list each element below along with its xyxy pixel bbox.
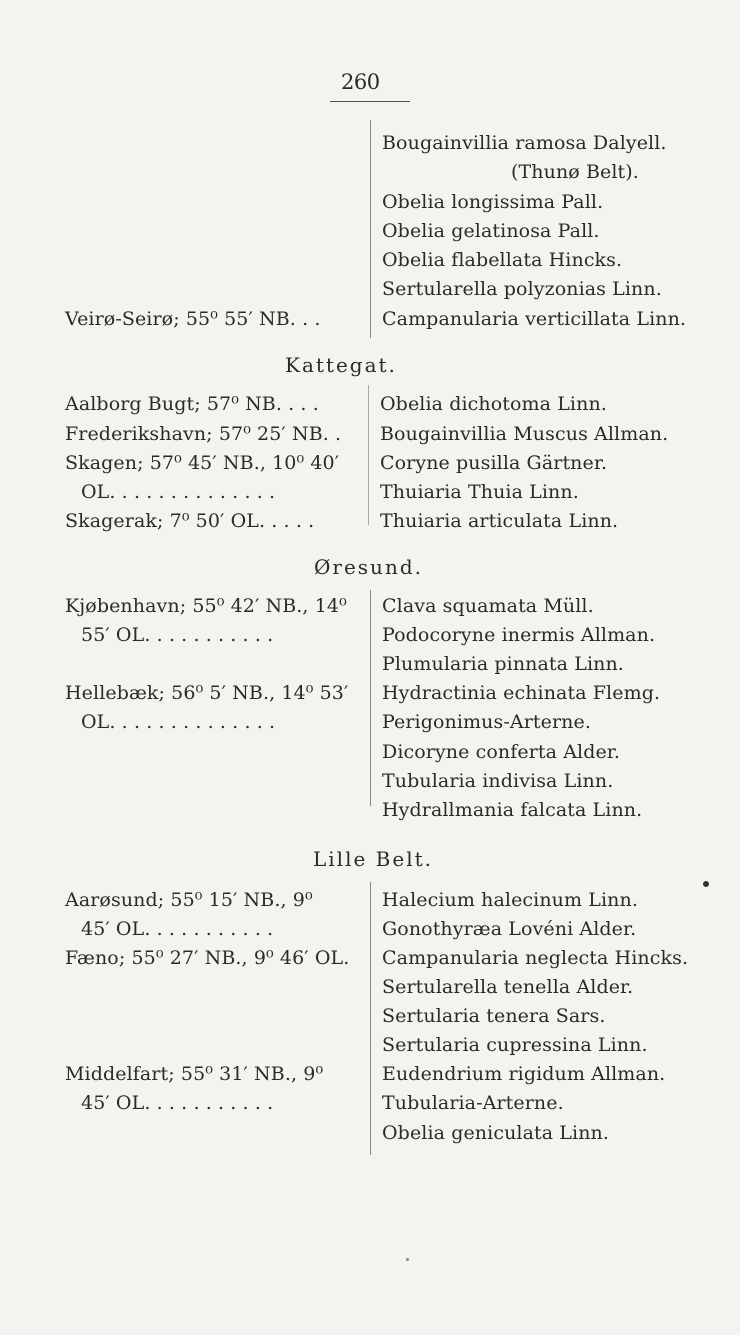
species-line: Thuiaria Thuia Linn.	[380, 481, 579, 503]
species-line: Obelia gelatinosa Pall.	[382, 220, 600, 242]
species-line: Bougainvillia ramosa Dalyell.	[382, 132, 667, 154]
species-line: Bougainvillia Muscus Allman.	[380, 423, 669, 445]
species-line: Halecium halecinum Linn.	[382, 889, 638, 911]
species-line: Thuiaria articulata Linn.	[380, 510, 619, 532]
location-line: 45′ OL. . . . . . . . . . .	[81, 918, 274, 940]
species-line: Sertularella polyzonias Linn.	[382, 278, 662, 300]
location-line: Skagerak; 7⁰ 50′ OL. . . . .	[65, 510, 315, 532]
location-line: Hellebæk; 56⁰ 5′ NB., 14⁰ 53′	[65, 682, 349, 704]
location-line: Aarøsund; 55⁰ 15′ NB., 9⁰	[65, 889, 313, 911]
species-line: Campanularia neglecta Hincks.	[382, 947, 689, 969]
species-line: Campanularia verticillata Linn.	[382, 308, 687, 330]
location-line: 45′ OL. . . . . . . . . . .	[81, 1092, 274, 1114]
location-line: OL. . . . . . . . . . . . . .	[81, 481, 276, 503]
species-line: Perigonimus-Arterne.	[382, 711, 591, 733]
species-line: Dicoryne conferta Alder.	[382, 741, 621, 763]
species-line: Hydractinia echinata Flemg.	[382, 682, 661, 704]
species-line: Obelia geniculata Linn.	[382, 1122, 610, 1144]
ink-speck	[406, 1258, 409, 1261]
location-line: Kjøbenhavn; 55⁰ 42′ NB., 14⁰	[65, 595, 347, 617]
location-line: Frederikshavn; 57⁰ 25′ NB. .	[65, 423, 342, 445]
species-line: Obelia longissima Pall.	[382, 191, 604, 213]
species-line: Sertularia cupressina Linn.	[382, 1034, 648, 1056]
location-line: 55′ OL. . . . . . . . . . .	[81, 624, 274, 646]
section-2-divider	[368, 385, 369, 525]
species-line: Tubularia indivisa Linn.	[382, 770, 614, 792]
species-line: Coryne pusilla Gärtner.	[380, 452, 608, 474]
species-line: (Thunø Belt).	[511, 161, 639, 183]
location-line: Middelfart; 55⁰ 31′ NB., 9⁰	[65, 1063, 324, 1085]
section-heading-kattegat: Kattegat.	[285, 353, 397, 377]
section-heading-lille-belt: Lille Belt.	[313, 847, 433, 871]
species-line: Sertularella tenella Alder.	[382, 976, 634, 998]
species-line: Eudendrium rigidum Allman.	[382, 1063, 666, 1085]
species-line: Obelia dichotoma Linn.	[380, 393, 607, 415]
location-line: Fæno; 55⁰ 27′ NB., 9⁰ 46′ OL.	[65, 947, 350, 969]
page-number-rule	[330, 101, 410, 102]
species-line: Plumularia pinnata Linn.	[382, 653, 624, 675]
location-line: Skagen; 57⁰ 45′ NB., 10⁰ 40′	[65, 452, 340, 474]
species-line: Obelia flabellata Hincks.	[382, 249, 623, 271]
ink-speck	[703, 881, 709, 887]
species-line: Gonothyræa Lovéni Alder.	[382, 918, 637, 940]
location-line: Aalborg Bugt; 57⁰ NB. . . .	[65, 393, 319, 415]
location-line: Veirø-Seirø; 55⁰ 55′ NB. . .	[65, 308, 321, 330]
species-line: Podocoryne inermis Allman.	[382, 624, 656, 646]
species-line: Hydrallmania falcata Linn.	[382, 799, 643, 821]
section-4-divider	[370, 882, 371, 1155]
species-line: Sertularia tenera Sars.	[382, 1005, 606, 1027]
species-line: Clava squamata Müll.	[382, 595, 594, 617]
species-line: Tubularia-Arterne.	[382, 1092, 564, 1114]
section-1-divider	[370, 120, 371, 338]
section-3-divider	[370, 590, 371, 806]
page-number: 260	[341, 70, 380, 94]
location-line: OL. . . . . . . . . . . . . .	[81, 711, 276, 733]
section-heading-oresund: Øresund.	[314, 555, 423, 579]
